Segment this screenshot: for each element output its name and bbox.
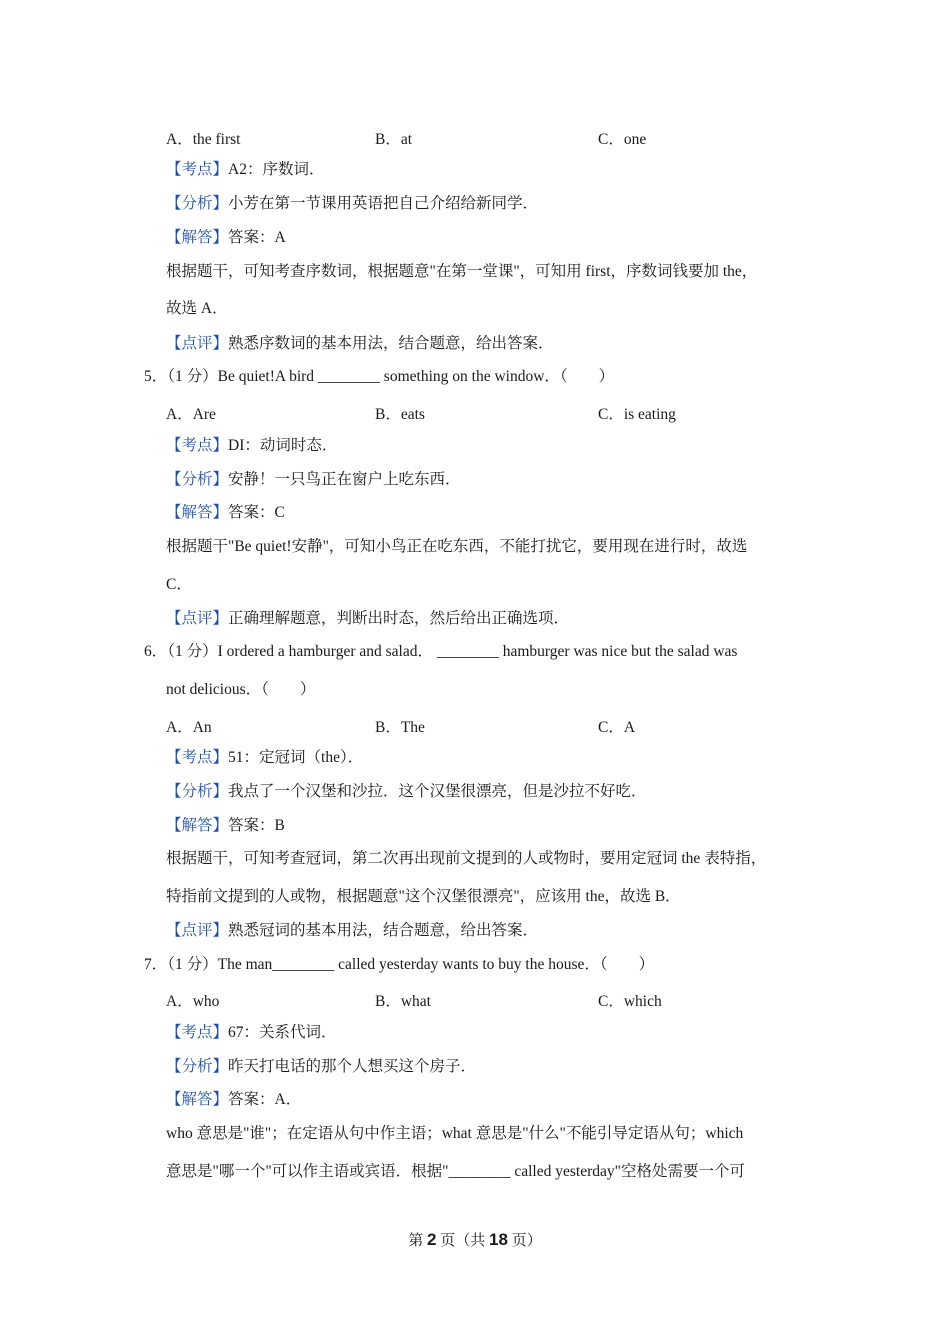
q5-dianping: [166, 609, 569, 629]
q6-dianping: [166, 921, 538, 941]
q4-fenxi-text: 小芳在第一节课用英语把自己介绍给新同学．: [228, 195, 539, 212]
q7-option-c: C．which: [598, 993, 662, 1010]
q6-explain-1: 根据题干，可知考查冠词，第二次再出现前文提到的人或物时，要用定冠词 the 表特指，: [166, 850, 767, 867]
q5-explain-1: 根据题干"Be quiet!安静"，可知小鸟正在吃东西，不能打扰它，要用现在进行时，故选: [166, 538, 748, 555]
fenxi-label: 【分析】: [166, 471, 229, 488]
q6-explain-2: 特指前文提到的人或物，根据题意"这个汉堡很漂亮"，应该用 the，故选 B．: [166, 888, 681, 905]
q6-stem-2: not delicious．（ ）: [166, 681, 316, 698]
q6-kaodian: [166, 748, 363, 768]
q6-stem-1: 6．（1 分）I ordered a hamburger and salad． ________ hamburger was nice but the salad was: [144, 643, 738, 660]
q7-stem: 7．（1 分）The man________ called yesterday wants to buy the house．（ ）: [144, 956, 655, 973]
q7-explain-1: who 意思是"谁"；在定语从句中作主语；what 意思是"什么"不能引导定语从句；which: [166, 1125, 744, 1142]
q7-option-a: A．who: [166, 993, 220, 1010]
q4-option-b: B．at: [375, 131, 413, 148]
page-footer: [0, 1229, 950, 1250]
q4-dianping: [166, 334, 554, 354]
q4-option-a: A．the first: [166, 131, 241, 148]
q7-option-b: B．what: [375, 993, 431, 1010]
q4-fenxi: [166, 194, 538, 214]
q6-option-b: B．The: [375, 719, 425, 736]
q6-kaodian-text: 51：定冠词（the）．: [228, 749, 364, 766]
q5-fenxi-text: 安静！一只鸟正在窗户上吃东西．: [228, 471, 461, 488]
q5-option-b: B．eats: [375, 406, 425, 423]
fenxi-label: 【分析】: [166, 1058, 229, 1075]
q6-fenxi: [166, 782, 647, 802]
kaodian-label: 【考点】: [166, 161, 229, 178]
q7-explain-2: 意思是"哪一个"可以作主语或宾语．根据"________ called yesterday"空格处需要一个可: [166, 1163, 745, 1180]
q5-dianping-text: 正确理解题意，判断出时态，然后给出正确选项．: [228, 610, 570, 627]
q5-jieda: [166, 503, 285, 523]
q7-fenxi: [166, 1057, 476, 1077]
q7-jieda: [166, 1090, 301, 1110]
page-total: 18: [489, 1230, 508, 1249]
q4-explain-1: 根据题干，可知考查序数词，根据题意"在第一堂课"，可知用 first，序数词钱要加 the，: [166, 263, 758, 280]
q4-jieda-text: 答案：A: [228, 229, 286, 246]
footer-suffix: 页）: [507, 1233, 542, 1249]
q4-explain-2: 故选 A．: [166, 300, 228, 317]
q7-kaodian: [166, 1023, 337, 1043]
q6-option-c: C．A: [598, 719, 636, 736]
q7-fenxi-text: 昨天打电话的那个人想买这个房子．: [228, 1058, 477, 1075]
q6-jieda: [166, 816, 285, 836]
q5-kaodian: [166, 436, 337, 456]
jieda-label: 【解答】: [166, 229, 229, 246]
dianping-label: 【点评】: [166, 335, 229, 352]
kaodian-label: 【考点】: [166, 1024, 229, 1041]
q6-dianping-text: 熟悉冠词的基本用法，结合题意，给出答案．: [228, 922, 539, 939]
jieda-label: 【解答】: [166, 1091, 229, 1108]
q6-jieda-text: 答案：B: [228, 817, 285, 834]
q5-kaodian-text: DI：动词时态．: [228, 437, 338, 454]
q5-explain-2: C．: [166, 576, 192, 593]
q6-option-a: A．An: [166, 719, 212, 736]
fenxi-label: 【分析】: [166, 195, 229, 212]
jieda-label: 【解答】: [166, 504, 229, 521]
q7-jieda-text: 答案：A．: [228, 1091, 302, 1108]
q4-option-c: C．one: [598, 131, 647, 148]
kaodian-label: 【考点】: [166, 437, 229, 454]
q5-stem: 5．（1 分）Be quiet!A bird ________ something on the window．（ ）: [144, 368, 615, 385]
q4-kaodian: [166, 160, 324, 180]
footer-prefix: 第: [408, 1233, 428, 1249]
q4-dianping-text: 熟悉序数词的基本用法，结合题意，给出答案．: [228, 335, 554, 352]
page-number: 2: [427, 1230, 437, 1249]
q5-option-a: A．Are: [166, 406, 216, 423]
kaodian-label: 【考点】: [166, 749, 229, 766]
fenxi-label: 【分析】: [166, 783, 229, 800]
dianping-label: 【点评】: [166, 922, 229, 939]
jieda-label: 【解答】: [166, 817, 229, 834]
footer-mid: 页（共: [436, 1233, 490, 1249]
q4-jieda: [166, 228, 286, 248]
q5-option-c: C．is eating: [598, 406, 676, 423]
dianping-label: 【点评】: [166, 610, 229, 627]
q5-fenxi: [166, 470, 461, 490]
q5-jieda-text: 答案：C: [228, 504, 285, 521]
q6-fenxi-text: 我点了一个汉堡和沙拉．这个汉堡很漂亮，但是沙拉不好吃．: [228, 783, 647, 800]
q7-kaodian-text: 67：关系代词．: [228, 1024, 337, 1041]
q4-kaodian-text: A2：序数词．: [228, 161, 325, 178]
